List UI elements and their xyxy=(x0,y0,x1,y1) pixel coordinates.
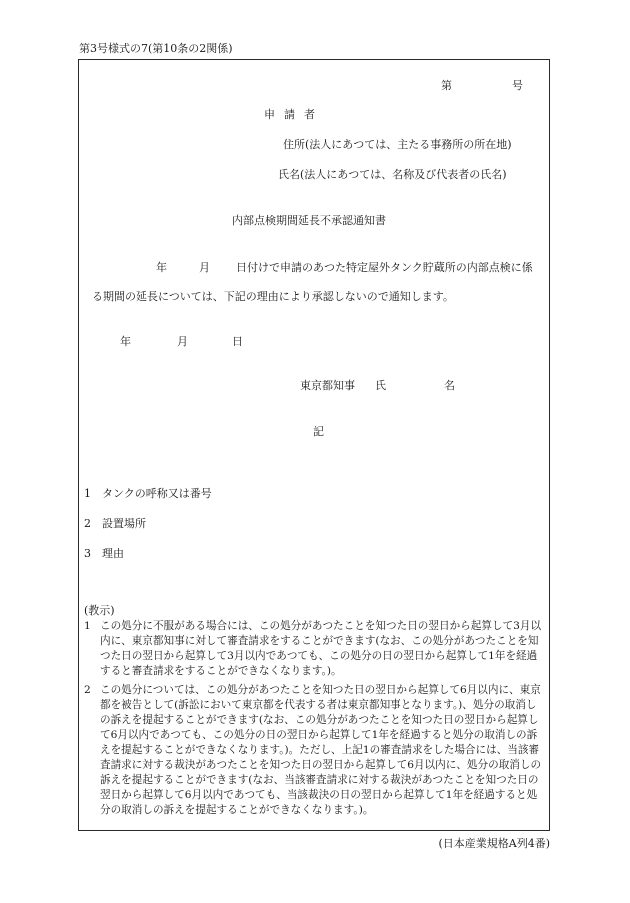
governor-signature-line xyxy=(300,380,455,391)
notice-text: この処分については、この処分があつたことを知つた日の翌日から起算して6月以内に、東京都を被告として(訴訟において東京都を代表する者は東京都知事となります。)、処分の取消しの訴えを提起することができます(なお、この処分があつたことを知つた日の翌日から起算して6月以内であつても、この処分の日の翌日から起算して1年を経過すると処分の取消しの訴えを提起することができなくなります。)。ただし、上記1の審査請求をした場合には、当該審査請求に対する裁決があつたことを知つた日の翌日から起算して6月以内に、処分の取消しの訴えを提起することができます(なお、当該審査請求に対する裁決があつたことを知つた日の翌日から起算して6月以内であつても、当該裁決の日の翌日から起算して1年を経過すると処分の取消しの訴えを提起することができなくなります。)。 xyxy=(100,684,542,816)
notice-item-2 xyxy=(84,683,546,818)
body-line-2: る期間の延長については、下記の理由により承認しないので通知します。 xyxy=(92,290,454,303)
form-number: 第3号様式の7(第10条の2関係) xyxy=(79,42,233,55)
notice-item-1 xyxy=(84,619,546,679)
governor-label: 東京都知事 xyxy=(300,379,355,392)
notice-number: 2 xyxy=(84,684,91,696)
document-number-go: 号 xyxy=(512,79,523,92)
item-number: 3 xyxy=(84,547,91,560)
body-line1-rest: 日付けで申請のあつた特定屋外タンク貯蔵所の内部点検に係 xyxy=(236,261,533,274)
date-day: 日 xyxy=(232,335,243,348)
applicant-label: 申請者 xyxy=(264,108,324,121)
document-title: 内部点検期間延長不承認通知書 xyxy=(232,214,386,227)
item-number: 2 xyxy=(84,517,91,530)
date-month: 月 xyxy=(177,335,188,348)
notice-number: 1 xyxy=(84,620,91,632)
governor-mei: 名 xyxy=(444,379,455,392)
address-label: 住所(法人にあつては、主たる事務所の所在地) xyxy=(283,138,512,151)
notice-text: この処分に不服がある場合には、この処分があつたことを知つた日の翌日から起算して3月以内に、東京都知事に対して審査請求をすることができます(なお、この処分があつたことを知つた日の翌日から起算して3月以内であつても、この処分の日の翌日から起算して1年を経過すると審査請求をすることができなくなります。)。 xyxy=(100,620,542,677)
name-label: 氏名(法人にあつては、名称及び代表者の氏名) xyxy=(278,168,507,181)
notice-heading: (教示) xyxy=(84,604,115,617)
item-number: 1 xyxy=(84,487,91,500)
item-label: 理由 xyxy=(102,547,124,560)
item-label: 設置場所 xyxy=(102,517,146,530)
date-year: 年 xyxy=(120,335,131,348)
document-number-dai: 第 xyxy=(441,79,452,92)
issue-date xyxy=(120,336,243,347)
body-month: 月 xyxy=(199,261,210,274)
governor-shi: 氏 xyxy=(375,379,386,392)
paper-standard: (日本産業規格A列4番) xyxy=(438,837,550,850)
ki-heading: 記 xyxy=(313,425,324,438)
item-label: タンクの呼称又は番号 xyxy=(102,487,212,500)
list-item xyxy=(84,488,212,499)
body-line-1 xyxy=(156,262,533,273)
list-item xyxy=(84,518,146,529)
list-item xyxy=(84,548,124,559)
body-year: 年 xyxy=(156,261,167,274)
